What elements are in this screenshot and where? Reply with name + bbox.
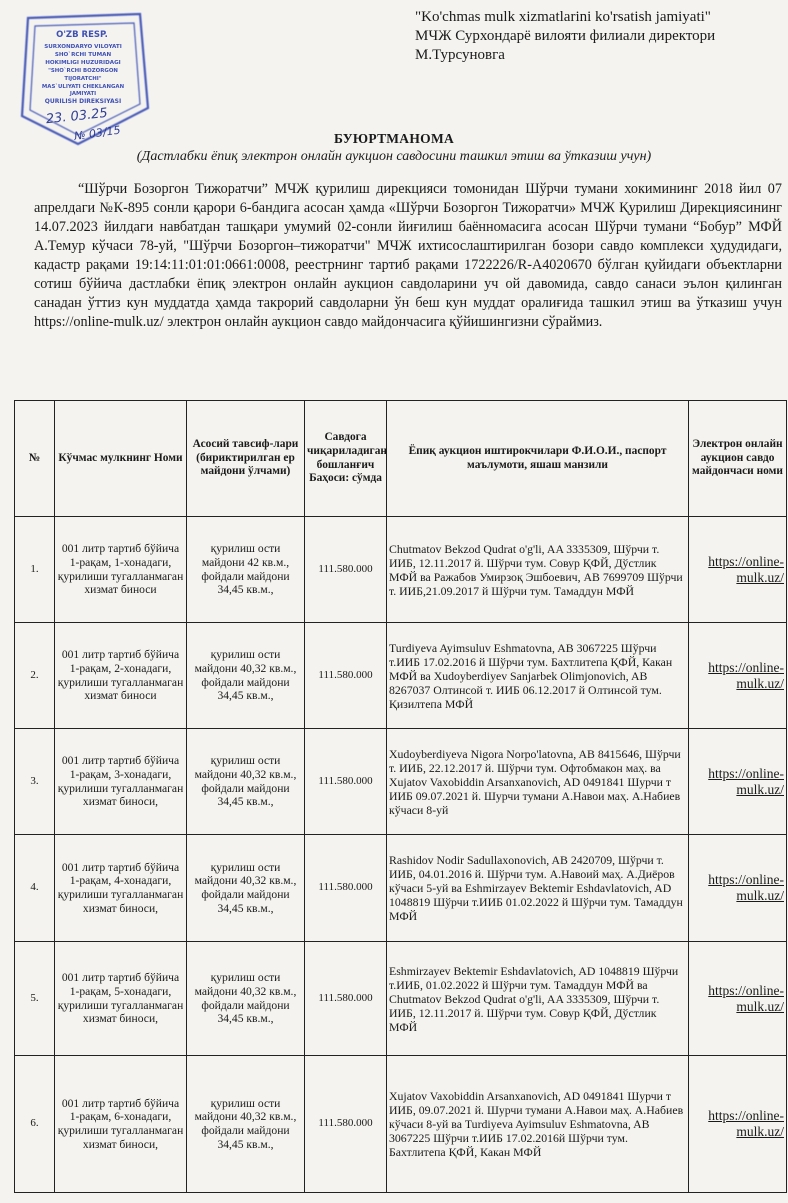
platform-link[interactable]: https://online-mulk.uz/ bbox=[708, 553, 784, 585]
addressee-company: "Ko'chmas mulk xizmatlarini ko'rsatish jamiyati" bbox=[415, 9, 711, 25]
table-row bbox=[15, 835, 787, 942]
header-participants: Ёпиқ аукцион иштирокчилари Ф.И.О.И., паспорт маълумоти, яшаш манзили bbox=[387, 401, 689, 517]
svg-text:O'ZB RESP.: O'ZB RESP. bbox=[56, 30, 108, 40]
document-title: БУЮРТМАНОМА bbox=[333, 131, 455, 146]
row-name: 001 литр тартиб бўйича 1-рақам, 3-хонадаги, қурилиши тугалланмаган хизмат биноси, bbox=[55, 729, 187, 835]
objects-table bbox=[14, 400, 787, 1193]
row-desc: қурилиш ости майдони 40,32 кв.м., фойдали майдони 34,45 кв.м., bbox=[187, 835, 305, 942]
row-platform bbox=[689, 517, 787, 623]
svg-text:SURXONDARYO VILOYATI: SURXONDARYO VILOYATI bbox=[44, 44, 122, 50]
row-platform bbox=[689, 1056, 787, 1193]
row-platform bbox=[689, 623, 787, 729]
svg-text:23. 03.25: 23. 03.25 bbox=[45, 105, 109, 128]
platform-link[interactable]: https://online-mulk.uz/ bbox=[708, 872, 784, 903]
platform-link[interactable]: https://online-mulk.uz/ bbox=[708, 982, 784, 1014]
header-price: Савдога чиқариладиган бошланғич Баҳоси: сўмда bbox=[305, 401, 387, 517]
svg-text:№ 03/15: № 03/15 bbox=[73, 123, 122, 143]
header-num: № bbox=[15, 401, 55, 517]
row-desc: қурилиш ости майдони 40,32 кв.м., фойдали майдони 34,45 кв.м., bbox=[187, 942, 305, 1056]
row-participants: Xudoyberdiyeva Nigora Norpo'latovna, AB 8415646, Шўрчи т. ИИБ, 22.12.2017 й. Шўрчи тум. Офтобмакон маҳ. ва Xujatov Vaxobiddin Arsanxanovich, AD 0491841 Шурчи т ИИБ 09.07.2021 й. Шурчи тумани А.Навои маҳ. А.Набиев кўчаси 8-уй bbox=[387, 729, 689, 835]
row-desc: қурилиш ости майдони 40,32 кв.м., фойдали майдони 34,45 кв.м., bbox=[187, 1056, 305, 1193]
row-name: 001 литр тартиб бўйича 1-рақам, 5-хонадаги, қурилиши тугалланмаган хизмат биноси, bbox=[55, 942, 187, 1056]
header-desc: Асосий тавсиф-лари (бириктирилган ер майдони ўлчами) bbox=[187, 401, 305, 517]
row-platform bbox=[689, 729, 787, 835]
header-name: Кўчмас мулкнинг Номи bbox=[55, 401, 187, 517]
table-row bbox=[15, 517, 787, 623]
row-name: 001 литр тартиб бўйича 1-рақам, 1-хонадаги, қурилиши тугалланмаган хизмат биноси bbox=[55, 517, 187, 623]
row-participants: Chutmatov Bekzod Qudrat o'g'li, AA 3335309, Шўрчи т. ИИБ, 12.11.2017 й. Шўрчи тум. Совур ҚФЙ, Дўстлик МФЙ ва Ражабов Умирзоқ Эшбоевич, AB 7699709 Шўрчи т. ИИБ,21.09.2017 й Шўрчи тум. Тамаддун МФЙ bbox=[387, 517, 689, 623]
table-row bbox=[15, 1056, 787, 1193]
row-price: 111.580.000 bbox=[305, 623, 387, 729]
svg-text:MAS`ULIYATI CHEKLANGAN: MAS`ULIYATI CHEKLANGAN bbox=[41, 84, 125, 90]
header-platform: Электрон онлайн аукцион савдо майдончаси номи bbox=[689, 401, 787, 517]
addressee-person: М.Турсуновга bbox=[415, 47, 505, 63]
row-name: 001 литр тартиб бўйича 1-рақам, 2-хонадаги, қурилиши тугалланмаган хизмат биноси bbox=[55, 623, 187, 729]
platform-link[interactable]: https://online-mulk.uz/ bbox=[708, 1108, 784, 1139]
row-platform bbox=[689, 835, 787, 942]
row-price: 111.580.000 bbox=[305, 1056, 387, 1193]
addressee-block bbox=[415, 8, 785, 65]
svg-text:SHO`RCHI TUMAN: SHO`RCHI TUMAN bbox=[54, 52, 112, 58]
row-price: 111.580.000 bbox=[305, 942, 387, 1056]
table-row bbox=[15, 623, 787, 729]
row-desc: қурилиш ости майдони 40,32 кв.м., фойдали майдони 34,45 кв.м., bbox=[187, 729, 305, 835]
row-price: 111.580.000 bbox=[305, 729, 387, 835]
row-platform bbox=[689, 942, 787, 1056]
row-participants: Xujatov Vaxobiddin Arsanxanovich, AD 0491841 Шурчи т ИИБ, 09.07.2021 й. Шурчи тумани А.Навои маҳ. А.Набиев кўчаси 8-уй ва Turdiyeva Ayimsuluv Eshmatovna, AB 3067225 Шўрчи т.ИИБ 17.02.2016й Шўрчи тум. Бахтлитепа ҚФЙ, Какан МФЙ bbox=[387, 1056, 689, 1193]
row-name: 001 литр тартиб бўйича 1-рақам, 6-хонадаги, қурилиши тугалланмаган хизмат биноси, bbox=[55, 1056, 187, 1193]
row-participants: Eshmirzayev Bektemir Eshdavlatovich, AD 1048819 Шўрчи т.ИИБ, 01.02.2022 й Шўрчи тум. Тамаддун МФЙ ва Chutmatov Bekzod Qudrat o'g'li, AA 3335309, Шўрчи т. ИИБ, 12.11.2017 й. Шўрчи тум. Совур ҚФЙ, Дўстлик МФЙ bbox=[387, 942, 689, 1056]
svg-text:TIJORATCHI": TIJORATCHI" bbox=[64, 76, 102, 82]
svg-text:QURILISH DIREKSIYASI: QURILISH DIREKSIYASI bbox=[44, 98, 122, 105]
svg-text:JAMIYATI: JAMIYATI bbox=[69, 91, 97, 97]
row-num: 1. bbox=[15, 517, 55, 623]
row-num: 3. bbox=[15, 729, 55, 835]
company-stamp bbox=[8, 4, 158, 152]
table-header-row bbox=[15, 401, 787, 517]
platform-link[interactable]: https://online-mulk.uz/ bbox=[708, 659, 784, 691]
stamp-seal bbox=[8, 4, 158, 152]
row-price: 111.580.000 bbox=[305, 835, 387, 942]
row-price: 111.580.000 bbox=[305, 517, 387, 623]
row-num: 6. bbox=[15, 1056, 55, 1193]
row-participants: Turdiyeva Ayimsuluv Eshmatovna, AB 3067225 Шўрчи т.ИИБ 17.02.2016 й Шўрчи тум. Бахтлитепа ҚФЙ, Какан МФЙ ва Xudoyberdiyev Sanjarbek Olimjonovich, AB 8267037 Олтинсой т. ИИБ 06.12.2017 й Олтинсой тум. Қизилтепа МФЙ bbox=[387, 623, 689, 729]
row-name: 001 литр тартиб бўйича 1-рақам, 4-хонадаги, қурилиши тугалланмаган хизмат биноси, bbox=[55, 835, 187, 942]
table-row bbox=[15, 942, 787, 1056]
document-subtitle: (Дастлабки ёпиқ электрон онлайн аукцион савдосини ташкил этиш ва ўтказиш учун) bbox=[136, 149, 652, 164]
platform-link[interactable]: https://online-mulk.uz/ bbox=[708, 765, 784, 797]
row-num: 5. bbox=[15, 942, 55, 1056]
row-num: 4. bbox=[15, 835, 55, 942]
svg-text:"SHO`RCHI BOZORGON: "SHO`RCHI BOZORGON bbox=[48, 68, 118, 74]
table-row bbox=[15, 729, 787, 835]
request-paragraph: “Шўрчи Бозоргон Тижоратчи” МЧЖ қурилиш дирекцияси томонидан Шўрчи тумани хокимининг 2018 йил 07 апрелдаги №К-895 сонли қарори 6-бандига асосан ҳамда «Шўрчи Бозоргон Тижоратчи» МЧЖ Қурилиш Дирекциясининг 14.07.2023 йилдаги навбатдан ташқари умумий 02-сонли йиғилиш баённомасига асосан Шўрчи тумани “Бобур” МФЙ А.Темур кўчаси 78-уй, "Шўрчи Бозоргон–тижоратчи" МЧЖ ихтисослаштирилган бозори савдо комплекси ҳудудидаги, кадастр рақами 19:14:11:01:01:0661:0008, реестрнинг тартиб рақами 1722226/R-A4020670 бўлган қуйидаги объектларни сотиш бўйича дастлабки ёпиқ электрон онлайн аукцион савдоларини уч ой давомида, савдо санаси эълон қилинган санадан ўттиз кун муддатда ҳамда такрорий савдоларни ўн беш кун муддат оралиғида ташкил этиш ва ўтказиш учун https://online-mulk.uz/ электрон онлайн аукцион савдо майдончасига қўйишингизни сўраймиз. bbox=[34, 181, 782, 330]
row-participants: Rashidov Nodir Sadullaxonovich, AB 2420709, Шўрчи т. ИИБ, 04.01.2016 й. Шўрчи тум. А.Навоий маҳ. А.Диёров кўчаси 5-уй ва Eshmirzayev Bektemir Eshdavlatovich, AD 1048819 Шўрчи т.ИИБ 01.02.2022 й Шўрчи тум. Тамаддун МФЙ bbox=[387, 835, 689, 942]
svg-text:HOKIMLIGI HUZURIDAGI: HOKIMLIGI HUZURIDAGI bbox=[45, 60, 121, 66]
row-num: 2. bbox=[15, 623, 55, 729]
addressee-position: МЧЖ Сурхондарё вилояти филиали директори bbox=[415, 28, 716, 44]
row-desc: қурилиш ости майдони 42 кв.м., фойдали майдони 34,45 кв.м., bbox=[187, 517, 305, 623]
row-desc: қурилиш ости майдони 40,32 кв.м., фойдали майдони 34,45 кв.м., bbox=[187, 623, 305, 729]
